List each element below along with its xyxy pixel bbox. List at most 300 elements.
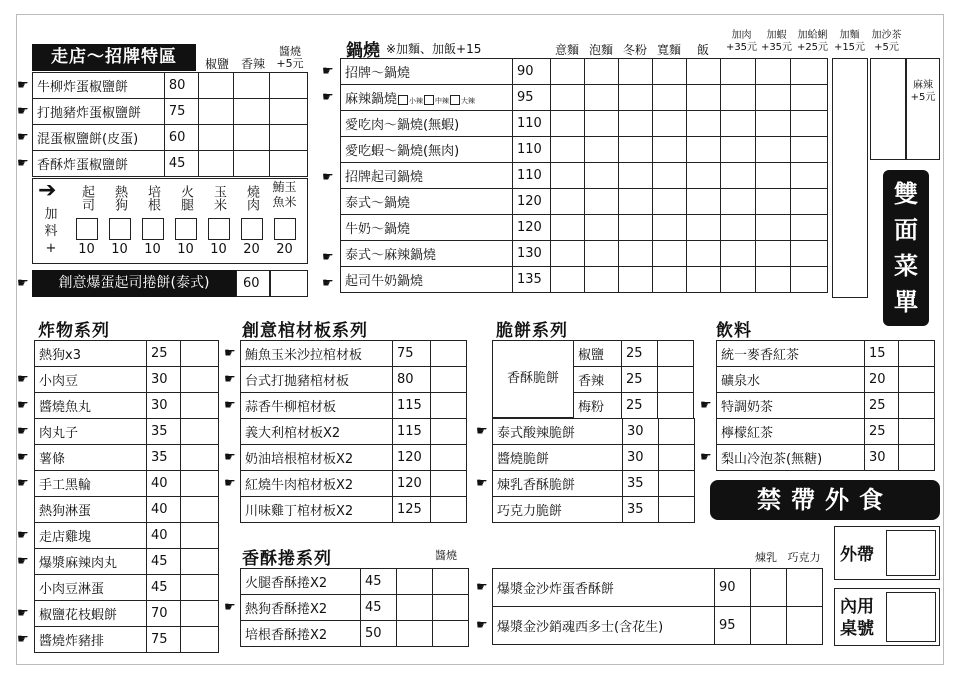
table-row — [241, 419, 467, 445]
addon-item — [268, 180, 301, 257]
option-cell[interactable] — [653, 85, 687, 111]
pot-header-instant: 泡麵 — [588, 43, 613, 57]
option-cell[interactable] — [791, 137, 828, 163]
option-cell[interactable] — [899, 445, 935, 471]
option-cell[interactable] — [687, 85, 721, 111]
item-name: 川味雞丁棺材板X2 — [241, 497, 393, 523]
option-cell[interactable] — [619, 85, 653, 111]
arrow-right-icon: ➔ — [38, 178, 57, 203]
option-cell[interactable] — [899, 419, 935, 445]
table-row — [341, 111, 828, 137]
golden-header-condensed-milk: 煉乳 — [755, 551, 777, 564]
option-cell[interactable] — [653, 189, 687, 215]
option-cell[interactable] — [787, 607, 823, 645]
pointer-icon — [17, 398, 29, 413]
item-name: 泰式～鍋燒 — [341, 189, 513, 215]
item-name: 鮪魚玉米沙拉棺材板 — [241, 341, 393, 367]
option-cell[interactable] — [721, 241, 756, 267]
table-row — [241, 595, 469, 621]
option-cell[interactable] — [687, 267, 721, 293]
pointer-icon — [322, 276, 334, 291]
table-row — [35, 419, 219, 445]
option-cell[interactable] — [551, 215, 585, 241]
badge-char: 單 — [894, 288, 918, 316]
option-cell[interactable] — [653, 111, 687, 137]
item-price: 25 — [147, 341, 181, 367]
option-cell[interactable] — [619, 241, 653, 267]
option-cell[interactable] — [551, 59, 585, 85]
table-row — [493, 445, 695, 471]
option-cell[interactable] — [551, 111, 585, 137]
item-price: 25 — [622, 367, 658, 393]
item-name: 紅燒牛肉棺材板X2 — [241, 471, 393, 497]
addon-name: 玉米 — [211, 185, 226, 211]
table-row — [35, 575, 219, 601]
addon-name: 鮪玉魚米 — [272, 180, 297, 209]
item-price: 25 — [865, 393, 899, 419]
item-name: 椒鹽花枝蝦餅 — [35, 601, 147, 627]
option-cell[interactable] — [658, 367, 694, 393]
table-row — [341, 85, 828, 111]
option-cell[interactable] — [198, 125, 234, 151]
item-name: 薯條 — [35, 445, 147, 471]
option-cell[interactable] — [585, 85, 619, 111]
table-row — [717, 445, 935, 471]
option-cell[interactable] — [551, 163, 585, 189]
item-name: 泰式～麻辣鍋燒 — [341, 241, 513, 267]
pot-table — [340, 58, 828, 293]
option-cell[interactable] — [433, 569, 469, 595]
option-cell[interactable] — [756, 85, 791, 111]
item-name: 泰式酸辣脆餅 — [493, 419, 623, 445]
option-cell[interactable] — [198, 99, 234, 125]
item-price: 40 — [147, 471, 181, 497]
extra-sacha-column[interactable] — [870, 58, 906, 160]
option-cell[interactable] — [659, 445, 695, 471]
table-row — [35, 627, 219, 653]
item-name: 統一麥香紅茶 — [717, 341, 865, 367]
addon-name: 熱狗 — [112, 185, 127, 211]
option-cell[interactable] — [721, 111, 756, 137]
item-price: 120 — [513, 215, 551, 241]
option-cell[interactable] — [659, 471, 695, 497]
option-cell[interactable] — [431, 341, 467, 367]
option-cell[interactable] — [181, 497, 219, 523]
option-cell[interactable] — [270, 270, 308, 297]
item-name — [341, 85, 513, 111]
takeout-field[interactable] — [886, 530, 936, 576]
golden-table — [492, 568, 823, 645]
drinks-table — [716, 340, 935, 471]
pointer-icon — [322, 90, 334, 105]
spice-checkbox[interactable] — [398, 95, 408, 105]
option-cell[interactable] — [551, 85, 585, 111]
item-price: 130 — [513, 241, 551, 267]
table-row — [35, 367, 219, 393]
item-name: 醬燒魚丸 — [35, 393, 147, 419]
option-cell[interactable] — [751, 569, 787, 607]
crisp-table — [492, 418, 695, 523]
option-cell[interactable] — [756, 137, 791, 163]
addon-item — [136, 180, 169, 257]
item-name: 義大利棺材板X2 — [241, 419, 393, 445]
option-cell[interactable] — [433, 595, 469, 621]
addon-price: 10 — [78, 242, 95, 257]
option-cell[interactable] — [687, 137, 721, 163]
item-price: 75 — [164, 99, 198, 125]
extra-header-label: 加蛤蜊 — [797, 30, 828, 41]
fried-title: 炸物系列 — [38, 321, 110, 341]
option-cell[interactable] — [181, 393, 219, 419]
pointer-icon — [476, 476, 488, 491]
option-cell[interactable] — [687, 189, 721, 215]
option-cell[interactable] — [181, 523, 219, 549]
option-cell[interactable] — [791, 59, 828, 85]
item-price: 35 — [147, 445, 181, 471]
pointer-icon — [17, 78, 29, 93]
roll-title: 香酥捲系列 — [242, 549, 332, 569]
option-cell[interactable] — [397, 569, 433, 595]
option-cell[interactable] — [721, 215, 756, 241]
option-cell[interactable] — [181, 575, 219, 601]
option-cell[interactable] — [270, 125, 308, 151]
option-cell[interactable] — [899, 367, 935, 393]
item-price: 45 — [164, 151, 198, 177]
pointer-icon — [224, 372, 236, 387]
option-cell[interactable] — [585, 267, 619, 293]
option-cell[interactable] — [585, 137, 619, 163]
item-price: 35 — [147, 419, 181, 445]
option-cell[interactable] — [551, 241, 585, 267]
item-price: 120 — [393, 445, 431, 471]
pointer-icon — [17, 424, 29, 439]
option-cell[interactable] — [181, 549, 219, 575]
item-price: 30 — [865, 445, 899, 471]
extra-header-label: 加肉 — [731, 30, 752, 41]
item-name: 香酥炸蛋椒鹽餅 — [33, 151, 165, 177]
item-price: 45 — [147, 549, 181, 575]
item-name: 巧克力脆餅 — [493, 497, 623, 523]
option-cell[interactable] — [791, 215, 828, 241]
option-cell[interactable] — [659, 419, 695, 445]
option-cell[interactable] — [653, 241, 687, 267]
option-cell[interactable] — [791, 189, 828, 215]
option-cell[interactable] — [787, 569, 823, 607]
option-cell[interactable] — [653, 215, 687, 241]
option-cell[interactable] — [658, 393, 694, 419]
table-row — [493, 419, 695, 445]
special-item-price: 60 — [236, 270, 270, 297]
option-cell[interactable] — [585, 59, 619, 85]
option-cell[interactable] — [721, 137, 756, 163]
option-cell[interactable] — [619, 137, 653, 163]
item-price: 120 — [513, 189, 551, 215]
addon-checkbox[interactable] — [241, 218, 263, 240]
addon-checkbox[interactable] — [274, 218, 296, 240]
option-cell[interactable] — [721, 163, 756, 189]
table-row — [717, 393, 935, 419]
option-cell[interactable] — [585, 189, 619, 215]
crisp-title: 脆餅系列 — [496, 321, 568, 341]
option-cell[interactable] — [551, 137, 585, 163]
item-name: 奶油培根棺材板X2 — [241, 445, 393, 471]
option-cell[interactable] — [653, 163, 687, 189]
spice-level-label: 中辣 — [435, 97, 450, 105]
spice-checkbox[interactable] — [450, 95, 460, 105]
option-cell[interactable] — [181, 341, 219, 367]
pointer-icon — [17, 476, 29, 491]
extra-noodle-column[interactable] — [832, 58, 868, 298]
pointer-icon — [700, 450, 712, 465]
item-price: 60 — [164, 125, 198, 151]
addons-label — [44, 206, 58, 257]
option-cell[interactable] — [181, 627, 219, 653]
option-cell[interactable] — [270, 151, 308, 177]
addon-item — [235, 180, 268, 257]
no-outside-food-banner: 禁帶外食 — [710, 480, 940, 520]
item-name: 梨山冷泡茶(無糖) — [717, 445, 865, 471]
extra-header-price: +35元 — [725, 42, 758, 53]
option-cell[interactable] — [397, 595, 433, 621]
option-cell[interactable] — [270, 99, 308, 125]
option-cell[interactable] — [619, 215, 653, 241]
pointer-icon — [17, 528, 29, 543]
extra-header — [868, 30, 905, 54]
takeout-label: 外帶 — [840, 545, 874, 565]
option-cell[interactable] — [431, 497, 467, 523]
option-cell[interactable] — [585, 163, 619, 189]
option-cell[interactable] — [658, 341, 694, 367]
option-cell[interactable] — [687, 111, 721, 137]
item-price: 35 — [623, 471, 659, 497]
table-row — [493, 497, 695, 523]
dinein-label — [840, 596, 874, 640]
option-cell[interactable] — [551, 267, 585, 293]
option-cell[interactable] — [899, 341, 935, 367]
option-cell[interactable] — [619, 111, 653, 137]
option-cell[interactable] — [791, 241, 828, 267]
spicy-extra-price: +5元 — [910, 92, 936, 103]
option-cell[interactable] — [756, 215, 791, 241]
option-cell[interactable] — [791, 267, 828, 293]
addon-item — [103, 180, 136, 257]
table-number-field[interactable] — [886, 592, 936, 642]
option-cell[interactable] — [234, 151, 270, 177]
option-cell[interactable] — [751, 607, 787, 645]
item-price: 95 — [715, 607, 751, 645]
option-cell[interactable] — [791, 111, 828, 137]
option-cell[interactable] — [653, 267, 687, 293]
option-cell[interactable] — [756, 267, 791, 293]
option-cell[interactable] — [181, 419, 219, 445]
item-name: 熱狗香酥捲X2 — [241, 595, 361, 621]
drinks-title: 飲料 — [716, 321, 752, 341]
option-cell[interactable] — [431, 445, 467, 471]
pot-headers — [550, 41, 720, 58]
item-name: 愛吃蝦～鍋燒(無肉) — [341, 137, 513, 163]
addon-price: 20 — [276, 242, 293, 257]
crisp-group-name: 香酥脆餅 — [492, 340, 574, 418]
option-cell[interactable] — [721, 59, 756, 85]
pointer-icon — [322, 170, 334, 185]
extra-header-price: +15元 — [833, 42, 866, 53]
option-cell[interactable] — [687, 163, 721, 189]
option-cell[interactable] — [234, 99, 270, 125]
option-cell[interactable] — [619, 163, 653, 189]
option-cell[interactable] — [687, 241, 721, 267]
item-price: 80 — [164, 73, 198, 99]
item-name: 特調奶茶 — [717, 393, 865, 419]
table-row — [33, 73, 308, 99]
pointer-icon — [17, 372, 29, 387]
option-cell[interactable] — [756, 163, 791, 189]
item-price: 115 — [393, 419, 431, 445]
pot-extra-headers — [724, 30, 905, 54]
pot-header-rice: 飯 — [696, 43, 709, 57]
item-price: 40 — [147, 523, 181, 549]
option-cell[interactable] — [653, 137, 687, 163]
option-cell[interactable] — [619, 267, 653, 293]
item-price: 20 — [865, 367, 899, 393]
addon-name: 培根 — [145, 185, 160, 211]
option-cell[interactable] — [791, 163, 828, 189]
option-cell[interactable] — [687, 59, 721, 85]
option-cell[interactable] — [585, 241, 619, 267]
golden-header-chocolate: 巧克力 — [787, 551, 821, 564]
table-row — [493, 607, 823, 645]
addon-item — [202, 180, 235, 257]
table-row — [241, 393, 467, 419]
pointer-icon — [700, 398, 712, 413]
option-cell[interactable] — [899, 393, 935, 419]
option-cell[interactable] — [756, 189, 791, 215]
table-row — [35, 497, 219, 523]
item-name: 牛柳炸蛋椒鹽餅 — [33, 73, 165, 99]
option-cell[interactable] — [431, 393, 467, 419]
table-row — [35, 471, 219, 497]
double-sided-menu-badge — [883, 170, 929, 326]
table-row — [717, 341, 935, 367]
item-price: 45 — [361, 569, 397, 595]
table-row — [35, 549, 219, 575]
addon-checkbox[interactable] — [76, 218, 98, 240]
pointer-icon — [322, 64, 334, 79]
item-price: 75 — [147, 627, 181, 653]
option-cell[interactable] — [653, 59, 687, 85]
addon-checkbox[interactable] — [109, 218, 131, 240]
option-cell[interactable] — [585, 215, 619, 241]
option-cell[interactable] — [234, 125, 270, 151]
addon-checkbox[interactable] — [142, 218, 164, 240]
option-cell[interactable] — [756, 241, 791, 267]
pointer-icon — [17, 276, 29, 291]
item-price: 25 — [622, 393, 658, 419]
addon-price: 10 — [144, 242, 161, 257]
table-row — [241, 445, 467, 471]
option-cell[interactable] — [659, 497, 695, 523]
option-cell[interactable] — [181, 367, 219, 393]
pointer-icon — [17, 450, 29, 465]
extra-header-price: +25元 — [796, 42, 829, 53]
option-cell[interactable] — [756, 111, 791, 137]
pointer-icon — [224, 346, 236, 361]
option-cell[interactable] — [270, 73, 308, 99]
item-price: 50 — [361, 621, 397, 647]
table-row — [341, 59, 828, 85]
pointer-icon — [17, 130, 29, 145]
pointer-icon — [224, 600, 236, 615]
special-item-name: 創意爆蛋起司捲餅(泰式) — [32, 270, 236, 297]
option-cell[interactable] — [234, 73, 270, 99]
option-cell[interactable] — [198, 151, 234, 177]
spicy-extra-box[interactable] — [906, 58, 940, 160]
option-cell[interactable] — [756, 59, 791, 85]
item-name: 熱狗x3 — [35, 341, 147, 367]
spicy-extra-name: 麻辣 — [913, 80, 933, 91]
option-cell[interactable] — [397, 621, 433, 647]
option-cell[interactable] — [721, 85, 756, 111]
table-row — [717, 419, 935, 445]
item-name: 煉乳香酥脆餅 — [493, 471, 623, 497]
table-row — [341, 241, 828, 267]
option-cell[interactable] — [619, 189, 653, 215]
item-price: 30 — [147, 367, 181, 393]
item-name: 蒜香牛柳棺材板 — [241, 393, 393, 419]
table-row — [241, 341, 467, 367]
item-price: 35 — [623, 497, 659, 523]
item-price: 90 — [715, 569, 751, 607]
sec1-title: 走店～招牌特區 — [32, 44, 196, 71]
option-cell[interactable] — [619, 59, 653, 85]
option-cell[interactable] — [791, 85, 828, 111]
option-cell[interactable] — [433, 621, 469, 647]
option-cell[interactable] — [431, 471, 467, 497]
item-name: 醬燒脆餅 — [493, 445, 623, 471]
addon-name: 火腿 — [178, 185, 193, 211]
option-cell[interactable] — [431, 367, 467, 393]
option-cell[interactable] — [431, 419, 467, 445]
pointer-icon — [17, 156, 29, 171]
option-cell[interactable] — [181, 471, 219, 497]
option-cell[interactable] — [181, 601, 219, 627]
item-name: 打拋豬炸蛋椒鹽餅 — [33, 99, 165, 125]
table-row — [341, 137, 828, 163]
table-row — [35, 601, 219, 627]
spice-checkbox[interactable] — [424, 95, 434, 105]
item-price: 30 — [623, 419, 659, 445]
item-name: 手工黑輪 — [35, 471, 147, 497]
addon-name: 燒肉 — [244, 185, 259, 211]
addons-row — [70, 180, 306, 257]
addon-item — [169, 180, 202, 257]
pot-note: ※加麵、加飯+15 — [386, 42, 482, 56]
badge-char: 菜 — [894, 252, 918, 280]
option-cell[interactable] — [181, 445, 219, 471]
item-name: 爆漿麻辣肉丸 — [35, 549, 147, 575]
table-row — [493, 569, 823, 607]
option-cell[interactable] — [721, 189, 756, 215]
option-cell[interactable] — [198, 73, 234, 99]
table-row — [717, 367, 935, 393]
option-cell[interactable] — [551, 189, 585, 215]
option-cell[interactable] — [721, 267, 756, 293]
option-cell[interactable] — [585, 111, 619, 137]
extra-header-label: 加麵 — [839, 30, 860, 41]
option-cell[interactable] — [687, 215, 721, 241]
addon-checkbox[interactable] — [175, 218, 197, 240]
item-name: 爆漿金沙銷魂西多士(含花生) — [493, 607, 715, 645]
addon-checkbox[interactable] — [208, 218, 230, 240]
